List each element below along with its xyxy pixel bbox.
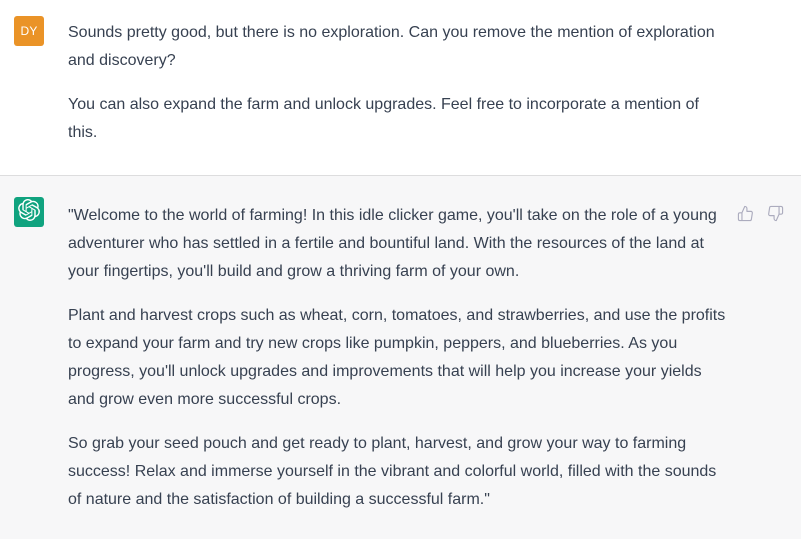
thumbs-up-button[interactable] xyxy=(737,205,754,222)
thumbs-up-icon xyxy=(737,205,754,222)
openai-logo-icon xyxy=(18,199,40,226)
assistant-message-row xyxy=(0,175,801,539)
feedback-buttons xyxy=(737,205,784,222)
assistant-avatar xyxy=(14,197,44,227)
assistant-paragraph: Plant and harvest crops such as wheat, corn, tomatoes, and strawberries, and use the profits to expand your farm and try new crops like pumpkin, peppers, and blueberries. As you progress, you'll unlock upgrades and improvements that will help you increase your yields and grow even more successful crops. xyxy=(68,307,726,408)
user-message-text xyxy=(68,0,731,147)
user-avatar xyxy=(14,16,44,46)
user-paragraph: You can also expand the farm and unlock upgrades. Feel free to incorporate a mention of this. xyxy=(68,96,699,141)
thumbs-down-button[interactable] xyxy=(767,205,784,222)
assistant-paragraph: "Welcome to the world of farming! In this idle clicker game, you'll take on the role of a young adventurer who has settled in a fertile and bountiful land. With the resources of the land at your fingertips, you'll build and grow a thriving farm of your own. xyxy=(68,207,717,280)
user-paragraph: Sounds pretty good, but there is no exploration. Can you remove the mention of exploration and discovery? xyxy=(68,24,715,69)
thumbs-down-icon xyxy=(767,205,784,222)
assistant-message-text xyxy=(68,176,731,514)
user-message-row xyxy=(0,0,801,175)
user-avatar-initials: DY xyxy=(20,24,38,38)
assistant-paragraph: So grab your seed pouch and get ready to plant, harvest, and grow your way to farming success! Relax and immerse yourself in the vibrant and colorful world, filled with the sounds of nature and the satisfaction of building a successful farm." xyxy=(68,435,717,508)
